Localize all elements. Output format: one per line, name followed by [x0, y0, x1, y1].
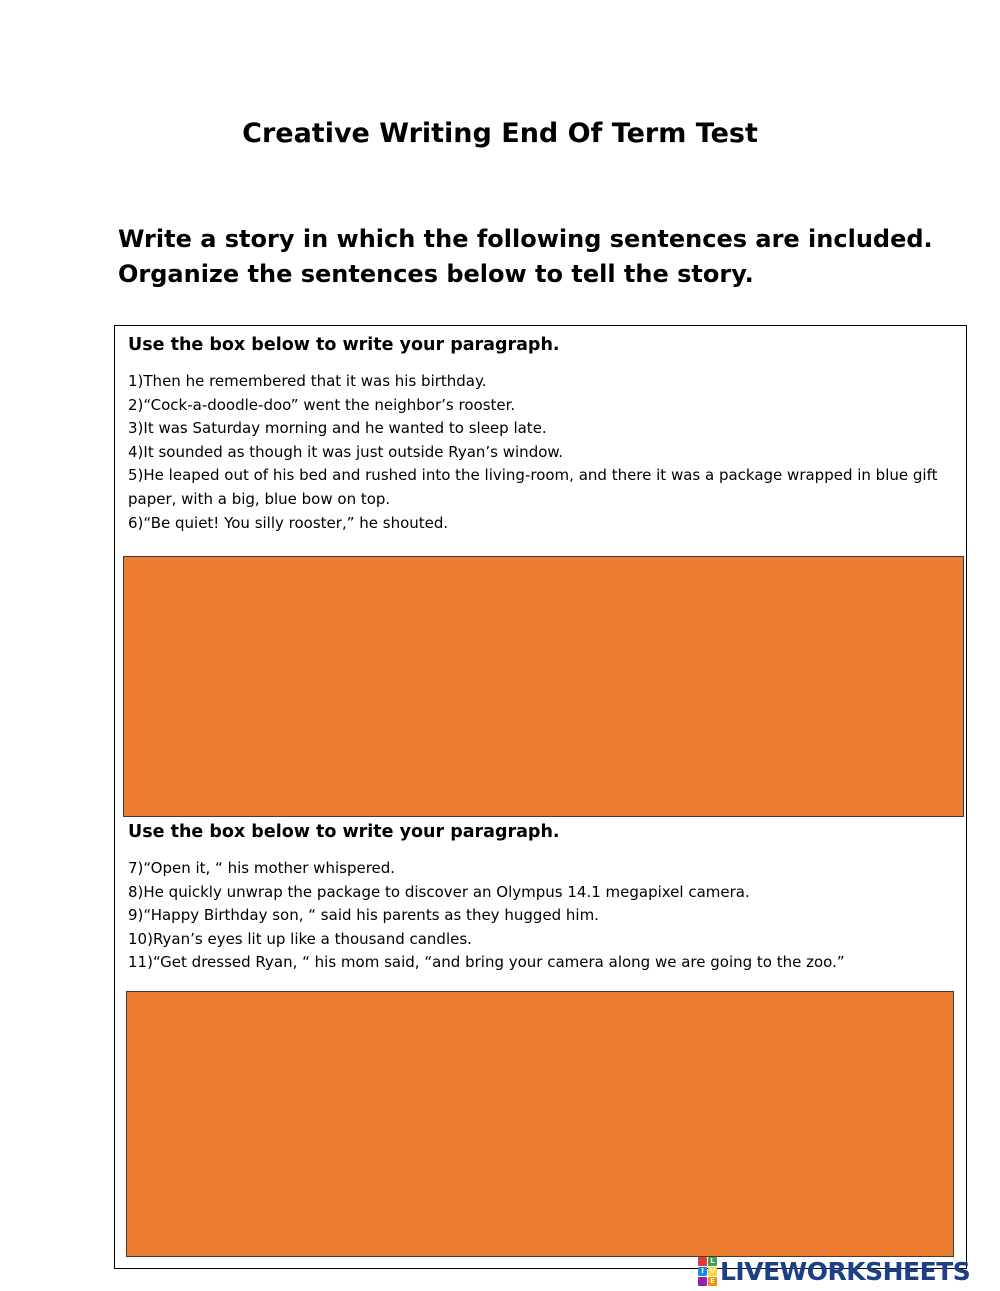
- logo-tile: E: [708, 1277, 717, 1286]
- paragraph-answer-box-1[interactable]: [123, 556, 964, 817]
- paragraph-answer-box-2[interactable]: [126, 991, 954, 1257]
- page-title: Creative Writing End Of Term Test: [242, 118, 758, 149]
- list-item: 6)“Be quiet! You silly rooster,” he shouted.: [128, 513, 449, 532]
- liveworksheets-logo: [698, 1256, 970, 1286]
- list-item: 3)It was Saturday morning and he wanted to sleep late.: [128, 419, 547, 438]
- logo-tile: V: [709, 1266, 716, 1275]
- logo-text: LIVEWORKSHEETS: [720, 1256, 971, 1286]
- list-item: 1)Then he remembered that it was his birthday.: [128, 372, 487, 390]
- instruction-line-1: Write a story in which the following sentences are included.: [118, 225, 933, 253]
- section-1-heading: Use the box below to write your paragraph.: [128, 335, 560, 355]
- list-item: 7)“Open it, “ his mother whispered.: [128, 859, 396, 877]
- section-2-sentence-list: [128, 857, 928, 975]
- logo-tile: [698, 1257, 707, 1266]
- list-item: 8)He quickly unwrap the package to discover an Olympus 14.1 megapixel camera.: [128, 882, 750, 901]
- instructions: [118, 222, 978, 292]
- logo-tiles-icon: [698, 1257, 717, 1286]
- list-item: 5)He leaped out of his bed and rushed into the living-room, and there it was a package wrapped in blue gift: [128, 466, 938, 485]
- logo-tile: L: [708, 1257, 717, 1266]
- list-item: paper, with a big, blue bow on top.: [128, 489, 391, 508]
- logo-tile: [698, 1277, 707, 1286]
- logo-tile: I: [698, 1267, 707, 1276]
- list-item: 9)“Happy Birthday son, “ said his parents as they hugged him.: [128, 906, 599, 925]
- list-item: 10)Ryan’s eyes lit up like a thousand candles.: [128, 929, 472, 948]
- list-item: 11)“Get dressed Ryan, “ his mom said, “and bring your camera along we are going to the zoo.”: [128, 953, 845, 972]
- instruction-line-2: Organize the sentences below to tell the story.: [118, 260, 754, 288]
- list-item: 2)“Cock-a-doodle-doo” went the neighbor’s rooster.: [128, 395, 516, 414]
- section-1-sentence-list: [128, 370, 938, 535]
- section-2-heading: Use the box below to write your paragraph.: [128, 822, 560, 842]
- list-item: 4)It sounded as though it was just outside Ryan’s window.: [128, 442, 564, 461]
